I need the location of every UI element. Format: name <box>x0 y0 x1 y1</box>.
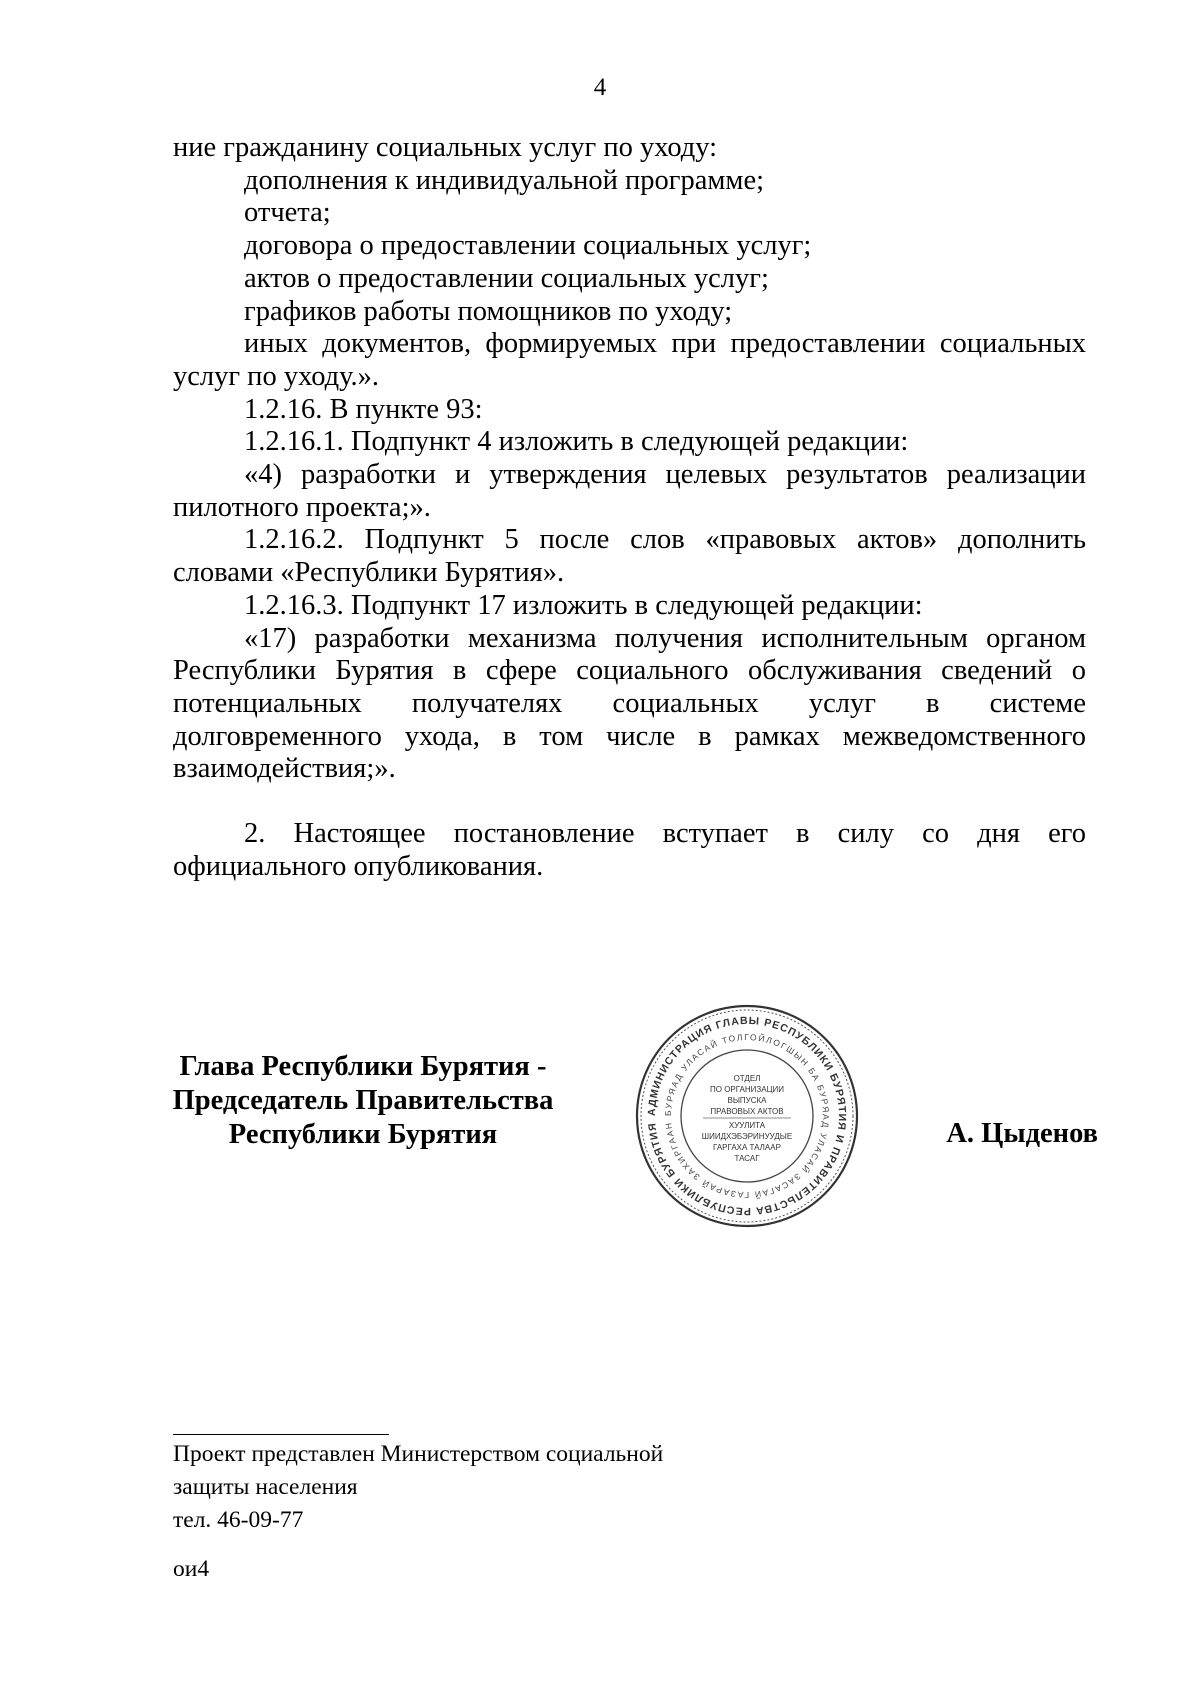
stamp-outer-text: АДМИНИСТРАЦИЯ ГЛАВЫ РЕСПУБЛИКИ БУРЯТИЯ И ПРАВИТЕЛЬСТВА РЕСПУБЛИКИ БУРЯТИЯ <box>645 1014 849 1218</box>
list-item: графиков работы помощников по уходу; <box>244 295 733 327</box>
stamp-line: ТАСАГ <box>734 1154 760 1163</box>
paragraph-gap <box>173 786 1086 818</box>
list-item: актов о предоставлении социальных услуг; <box>244 262 769 294</box>
signer-name: А. Цыденов <box>946 1118 1098 1149</box>
subclause-text: «17) разработки механизма получения исполнительным органом Республики Бурятия в сфере социального обслуживания сведений о потенциальных получателях социальных услуг в системе долговременного ухода, в том числе в рамках межведомственного взаимодействия;». <box>173 622 1086 785</box>
subclause: 1.2.16.2. Подпункт 5 после слов «правовых актов» дополнить словами «Республики Бурятия». <box>173 524 1086 589</box>
footnote-rule <box>173 1434 389 1435</box>
stamp-line: ПО ОРГАНИЗАЦИИ <box>710 1085 784 1094</box>
stamp-line: ШИИДХЭБЭРИНУУДЫЕ <box>701 1132 793 1141</box>
list-item: иных документов, формируемых при предоставлении социальных услуг по уходу.». <box>173 328 1086 392</box>
footnote-line: тел. 46-09-77 <box>173 1507 304 1533</box>
footnote-line: защиты населения <box>173 1474 358 1500</box>
official-stamp <box>633 1002 861 1230</box>
subclause-text: «4) разработки и утверждения целевых результатов реализации пилотного проекта;». <box>173 459 1086 523</box>
footnote <box>173 1438 663 1537</box>
signatory-title-line: Республики Бурятия <box>228 1119 498 1150</box>
signatory-title-line: Председатель Правительства <box>172 1085 554 1116</box>
signatory-title-line: Глава Республики Бурятия - <box>179 1051 547 1082</box>
signatory-title <box>170 1050 556 1152</box>
document-code: ои4 <box>173 1556 210 1582</box>
subclause: 1.2.16.3. Подпункт 17 изложить в следующей редакции: <box>244 589 923 621</box>
footnote-line: Проект представлен Министерством социальной <box>173 1441 664 1467</box>
list-item: договора о предоставлении социальных услуг; <box>244 230 812 262</box>
stamp-line: ХУУЛИТА <box>728 1121 766 1130</box>
stamp-line: ГАРГАХА ТАЛААР <box>713 1143 781 1152</box>
subclause: 1.2.16.1. Подпункт 4 изложить в следующей редакции: <box>244 426 909 458</box>
clause-heading: 1.2.16. В пункте 93: <box>244 393 483 425</box>
document-body <box>173 132 1086 883</box>
stamp-center-text <box>702 1074 792 1163</box>
paragraph-continuation: ние гражданину социальных услуг по уходу: <box>173 132 718 163</box>
stamp-line: ОТДЕЛ <box>733 1074 761 1083</box>
list-item: отчета; <box>244 197 331 229</box>
list-item: дополнения к индивидуальной программе; <box>244 164 765 196</box>
stamp-line: ВЫПУСКА <box>727 1096 767 1105</box>
stamp-line: ПРАВОВЫХ АКТОВ <box>710 1107 784 1116</box>
page-number: 4 <box>593 74 607 101</box>
final-clause: 2. Настоящее постановление вступает в силу со дня его официального опубликования. <box>173 818 1086 882</box>
stamp-inner-text: БУРЯАД УЛАСАЙ ТОЛГОЙЛОГШЫН БА БУРЯАД УЛАСАЙ ЗАСАГАЙ ГАЗАРАЙ ЗАХИРГААН <box>662 1031 832 1201</box>
